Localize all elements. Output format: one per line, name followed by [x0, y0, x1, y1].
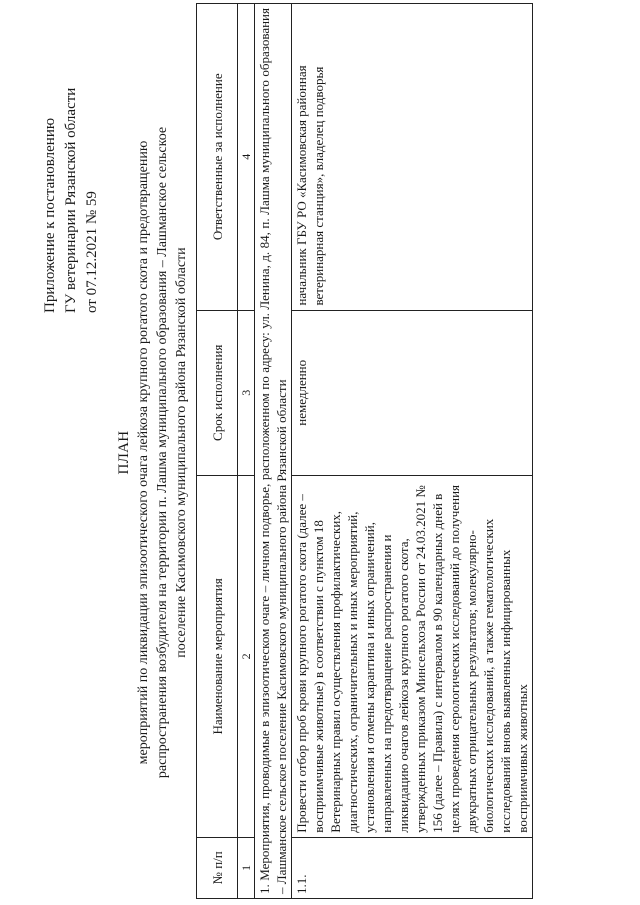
row-activity: Провести отбор проб крови крупного рогатого скота (далее – восприимчивые животные) в соответствии с пунктом 18 Ветеринарных правил осуществления профилактических, диагностических, ограничительных и иных мероприятий, установления и отмены карантина и иных ограничений, направленных на предотвращение распространения и ликвидацию очагов лейкоза крупного рогатого скота, утвержденных приказом Минсельхоза России от 24.03.2021 № 156 (далее – Правила) с интервалом в 90 календарных дней в целях проведения серологических исследований до получения двукратных отрицательных результатов; молекулярно-биологических исследований, а также гематологических исследований вновь выявленных инфицированных восприимчивых животных	[292, 476, 533, 838]
header-term: Срок исполнения	[197, 310, 238, 476]
plan-subtitle	[134, 40, 191, 865]
column-number-3: 3	[238, 310, 255, 476]
header-name: Наименование мероприятия	[197, 476, 238, 838]
plan-subtitle-line-3: поселение Касимовского муниципального района Рязанской области	[174, 247, 189, 658]
appendix-line-1: Приложение к постановлению	[42, 117, 58, 313]
column-number-1: 1	[238, 837, 255, 898]
plan-subtitle-line-2: распространения возбудителя на территории п. Лашма муниципального образования – Лашманское сельское	[155, 126, 170, 779]
plan-subtitle-line-1: мероприятий по ликвидации эпизоотического очага лейкоза крупного рогатого скота и предотвращению	[136, 140, 151, 765]
table-row	[292, 4, 533, 899]
section-row	[255, 4, 292, 899]
row-number: 1.1.	[292, 837, 533, 898]
table-header-row	[197, 4, 238, 899]
header-responsible: Ответственные за исполнение	[197, 4, 238, 311]
row-term: немедленно	[292, 310, 533, 476]
plan-title: ПЛАН	[116, 430, 132, 475]
appendix-block	[40, 23, 103, 313]
appendix-line-3: от 07.12.2021 № 59	[84, 191, 100, 313]
section-heading: 1. Мероприятия, проводимые в эпизоотическом очаге – личном подворье, расположенном по адресу: ул. Ленина, д. 84, п. Лашма муниципального образования – Лашманское сельское поселение Касимовского муниципального района Рязанской области	[255, 4, 292, 899]
column-number-4: 4	[238, 4, 255, 311]
header-number: № п/п	[197, 837, 238, 898]
appendix-line-2: ГУ ветеринарии Рязанской области	[63, 87, 79, 313]
row-responsible: начальник ГБУ РО «Касимовская районная ветеринарная станция», владелец подворья	[292, 4, 533, 311]
table-number-row	[238, 4, 255, 899]
column-number-2: 2	[238, 476, 255, 838]
plan-table	[196, 3, 533, 899]
